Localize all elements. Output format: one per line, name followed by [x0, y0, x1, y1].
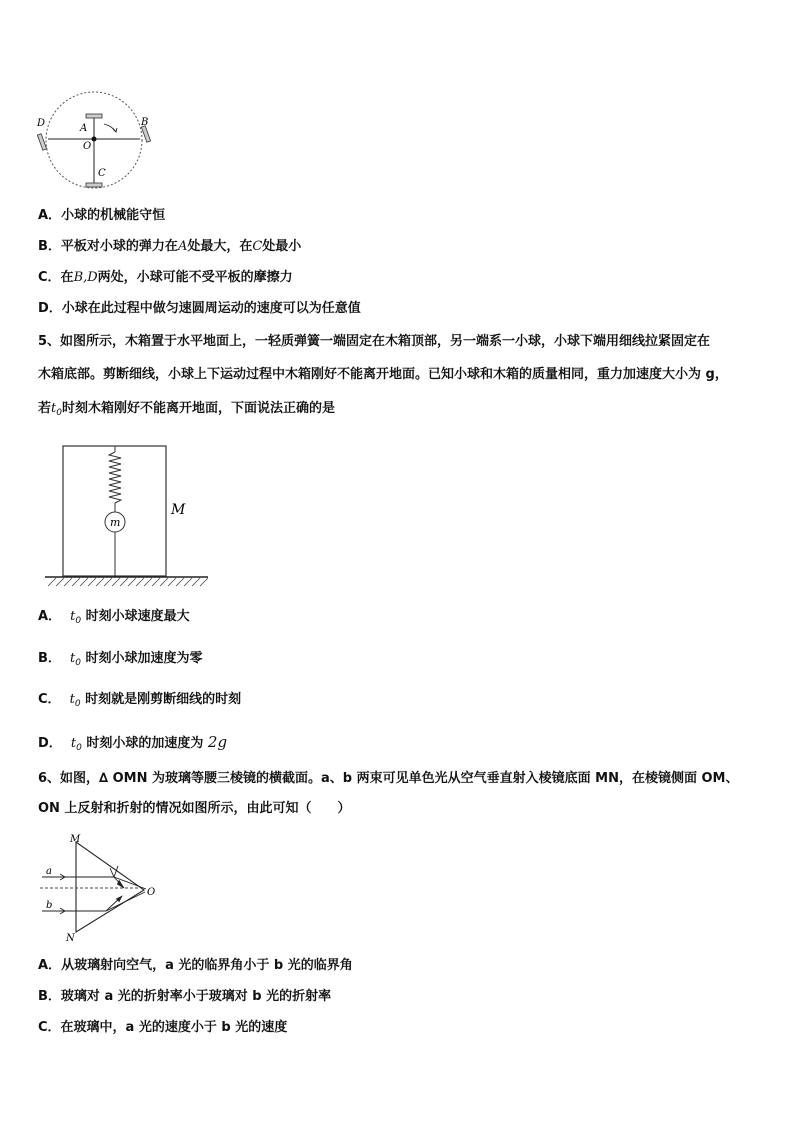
q5-stem-line1: 5、如图所示，木箱置于水平地面上，一轻质弹簧一端固定在木箱顶部，另一端系一小球，小球下端用细线拉紧固定在	[38, 334, 711, 349]
q5-option-d: D． $t_0$ 时刻小球的加速度为 2g	[38, 733, 228, 753]
q6-stem-line2: ON 上反射和折射的情况如图所示，由此可知（ ）	[38, 801, 351, 816]
q5-option-a: A． $t_0$ 时刻小球速度最大	[38, 609, 190, 626]
ball-label: m	[110, 516, 121, 529]
label-c: C	[98, 168, 106, 179]
label-d: D	[37, 118, 46, 129]
prism-label-m: M	[70, 834, 81, 845]
q4-option-d: D．小球在此过程中做匀速圆周运动的速度可以为任意值	[38, 301, 361, 316]
label-a: A	[80, 123, 88, 134]
q5-stem-line2: 木箱底部。剪断细线，小球上下运动过程中木箱刚好不能离开地面。已知小球和木箱的质量相同，重力加速度大小为 g，	[38, 367, 728, 382]
q5-option-c: C． $t_0$ 时刻就是刚剪断细线的时刻	[38, 692, 242, 709]
q6-stem-line1: 6、如图，∆ OMN 为玻璃等腰三棱镜的横截面。a、b 两束可见单色光从空气垂直射入棱镜底面 MN，在棱镜侧面 OM、	[38, 771, 739, 786]
prism-figure	[36, 832, 166, 944]
label-o: O	[83, 141, 92, 152]
q6-option-b: B．玻璃对 a 光的折射率小于玻璃对 b 光的折射率	[38, 989, 332, 1004]
q4-option-c: C．在B,D两处，小球可能不受平板的摩擦力	[38, 270, 293, 285]
prism-label-o: O	[147, 887, 156, 898]
q5-stem-line3: 若$t_0$时刻木箱刚好不能离开地面，下面说法正确的是	[38, 401, 335, 418]
beam-label-b: b	[46, 900, 53, 911]
q6-option-c: C．在玻璃中，a 光的速度小于 b 光的速度	[38, 1020, 288, 1035]
q4-option-a: A．小球的机械能守恒	[38, 208, 166, 223]
box-label: M	[171, 502, 186, 518]
label-b: B	[141, 117, 149, 128]
q5-option-b: B． $t_0$ 时刻小球加速度为零	[38, 651, 203, 668]
q6-option-a: A．从玻璃射向空气，a 光的临界角小于 b 光的临界角	[38, 958, 353, 973]
beam-label-a: a	[46, 866, 52, 877]
box-spring-figure	[40, 440, 220, 590]
circular-motion-figure	[30, 108, 160, 192]
q4-option-b: B．平板对小球的弹力在A处最大，在C处最小	[38, 239, 302, 254]
prism-label-n: N	[66, 933, 75, 944]
